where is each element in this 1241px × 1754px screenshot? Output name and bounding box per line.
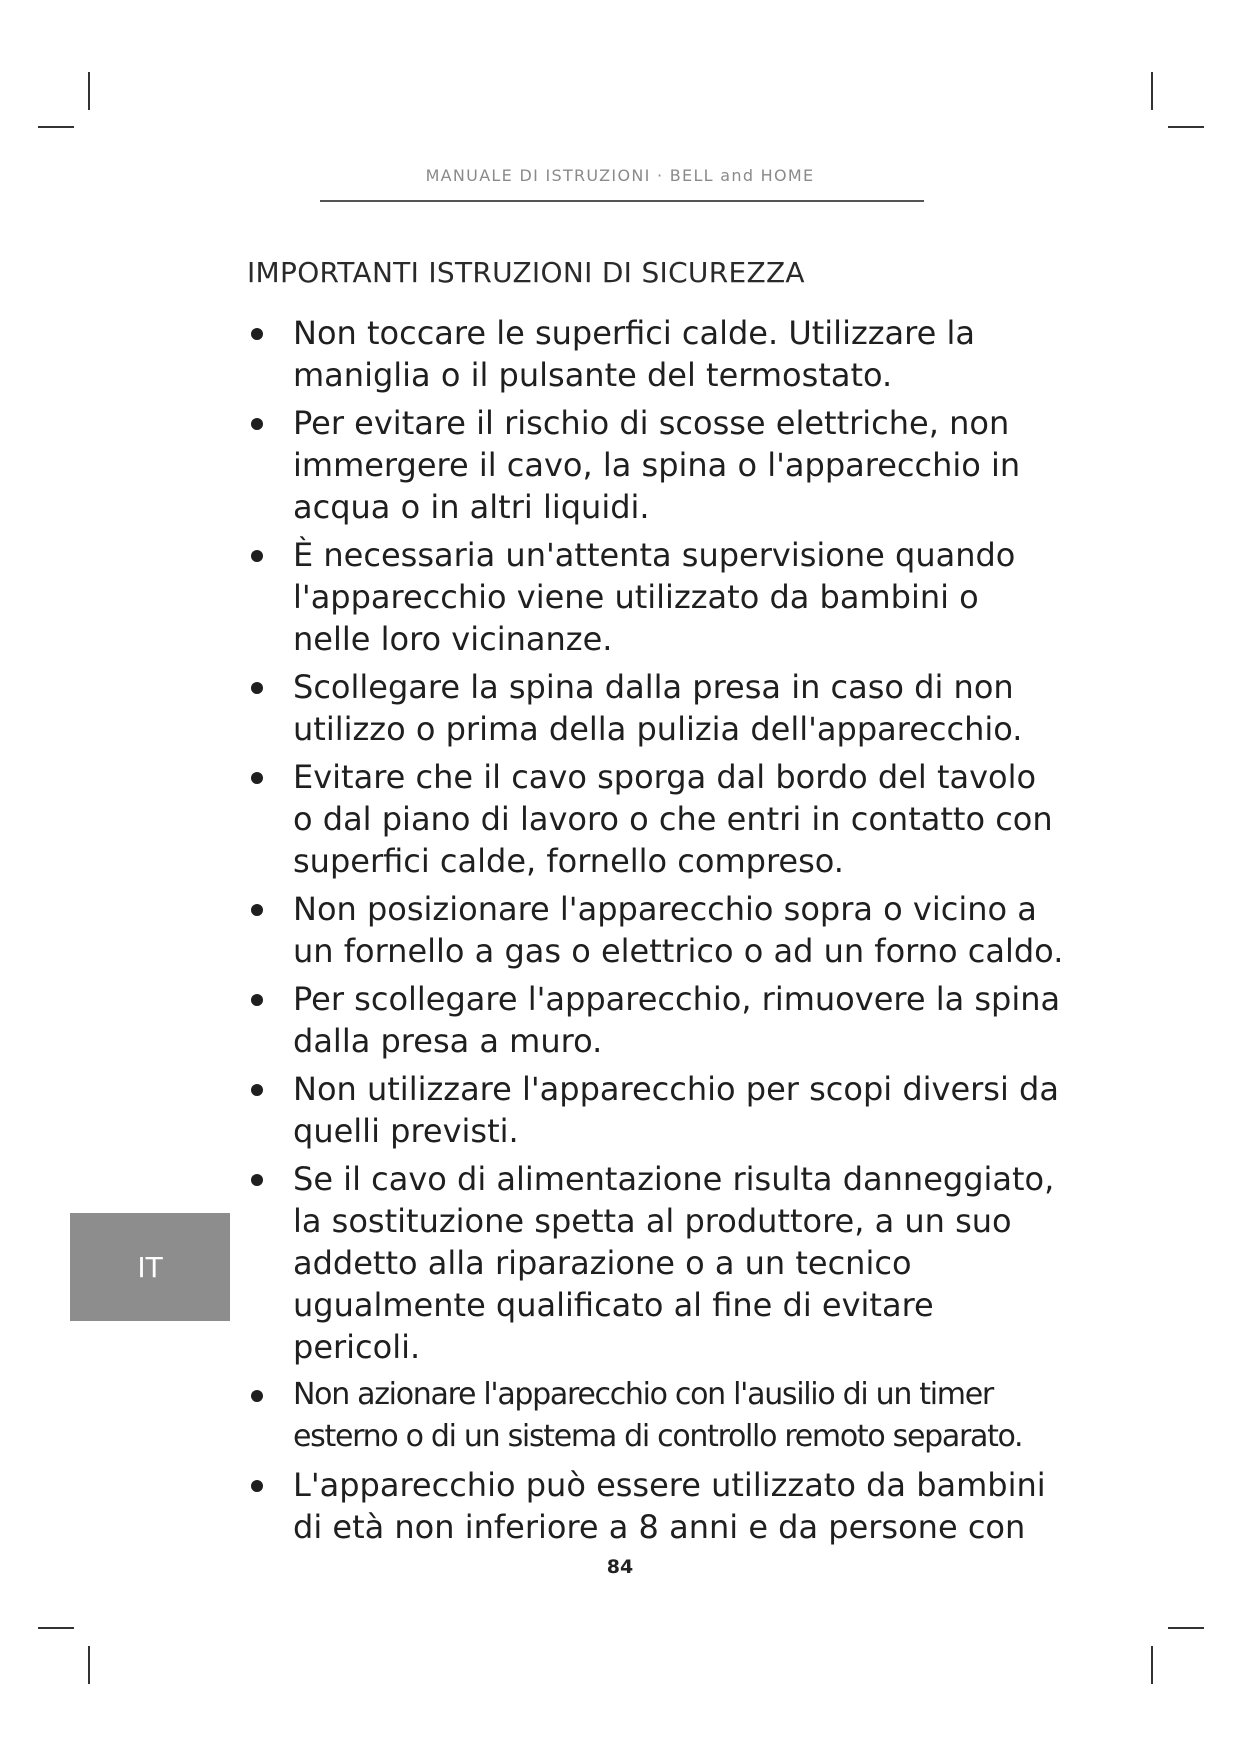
safety-instructions-list xyxy=(245,312,1065,1554)
crop-mark-top-left-horizontal xyxy=(38,126,74,128)
list-item xyxy=(245,312,1065,396)
bullet-icon xyxy=(251,1174,263,1186)
list-item-text: Se il cavo di alimentazione risulta danneggiato, la sostituzione spetta al produttore, a un suo addetto alla riparazione o a un tecnico ugualmente qualificato al fine di evitare pericoli. xyxy=(293,1160,1055,1366)
list-item-text: Per scollegare l'apparecchio, rimuovere la spina dalla presa a muro. xyxy=(293,980,1061,1060)
bullet-icon xyxy=(251,418,263,430)
bullet-icon xyxy=(251,1084,263,1096)
running-header: MANUALE DI ISTRUZIONI · BELL and HOME xyxy=(425,166,815,185)
section-title: IMPORTANTI ISTRUZIONI DI SICUREZZA xyxy=(247,256,805,289)
list-item xyxy=(245,1464,1065,1548)
list-item xyxy=(245,1068,1065,1152)
list-item-text: Non toccare le superfici calde. Utilizzare la maniglia o il pulsante del termostato. xyxy=(293,314,975,394)
page-number: 84 xyxy=(606,1556,634,1578)
bullet-icon xyxy=(251,328,263,340)
crop-mark-bottom-right-horizontal xyxy=(1168,1627,1204,1629)
list-item xyxy=(245,666,1065,750)
language-tab-label: IT xyxy=(137,1250,163,1284)
list-item xyxy=(245,978,1065,1062)
crop-mark-top-left-vertical xyxy=(88,72,90,110)
list-item-text: Non posizionare l'apparecchio sopra o vicino a un fornello a gas o elettrico o ad un forno caldo. xyxy=(293,890,1064,970)
list-item-text: Per evitare il rischio di scosse elettriche, non immergere il cavo, la spina o l'apparecchio in acqua o in altri liquidi. xyxy=(293,404,1021,526)
list-item xyxy=(245,1374,1065,1458)
crop-mark-top-right-horizontal xyxy=(1168,126,1204,128)
list-item-text: Non utilizzare l'apparecchio per scopi diversi da quelli previsti. xyxy=(293,1070,1059,1150)
list-item-text: L'apparecchio può essere utilizzato da bambini di età non inferiore a 8 anni e da persone con xyxy=(293,1466,1046,1546)
bullet-icon xyxy=(251,1390,263,1402)
list-item xyxy=(245,888,1065,972)
list-item-text: È necessaria un'attenta supervisione quando l'apparecchio viene utilizzato da bambini o nelle loro vicinanze. xyxy=(293,536,1016,658)
list-item-text: Evitare che il cavo sporga dal bordo del tavolo o dal piano di lavoro o che entri in contatto con superfici calde, fornello compreso. xyxy=(293,758,1053,880)
crop-mark-bottom-left-horizontal xyxy=(38,1627,74,1629)
list-item-text: Scollegare la spina dalla presa in caso di non utilizzo o prima della pulizia dell'apparecchio. xyxy=(293,668,1023,748)
list-item xyxy=(245,756,1065,882)
language-tab xyxy=(70,1213,230,1321)
list-item xyxy=(245,1158,1065,1368)
list-item-text: Non azionare l'apparecchio con l'ausilio di un timer esterno o di un sistema di controllo remoto separato. xyxy=(293,1377,1023,1454)
bullet-icon xyxy=(251,550,263,562)
bullet-icon xyxy=(251,904,263,916)
list-item xyxy=(245,534,1065,660)
bullet-icon xyxy=(251,682,263,694)
crop-mark-top-right-vertical xyxy=(1151,72,1153,110)
bullet-icon xyxy=(251,1480,263,1492)
header-divider xyxy=(320,200,924,202)
bullet-icon xyxy=(251,994,263,1006)
crop-mark-bottom-left-vertical xyxy=(88,1646,90,1684)
list-item xyxy=(245,402,1065,528)
crop-mark-bottom-right-vertical xyxy=(1151,1646,1153,1684)
bullet-icon xyxy=(251,772,263,784)
